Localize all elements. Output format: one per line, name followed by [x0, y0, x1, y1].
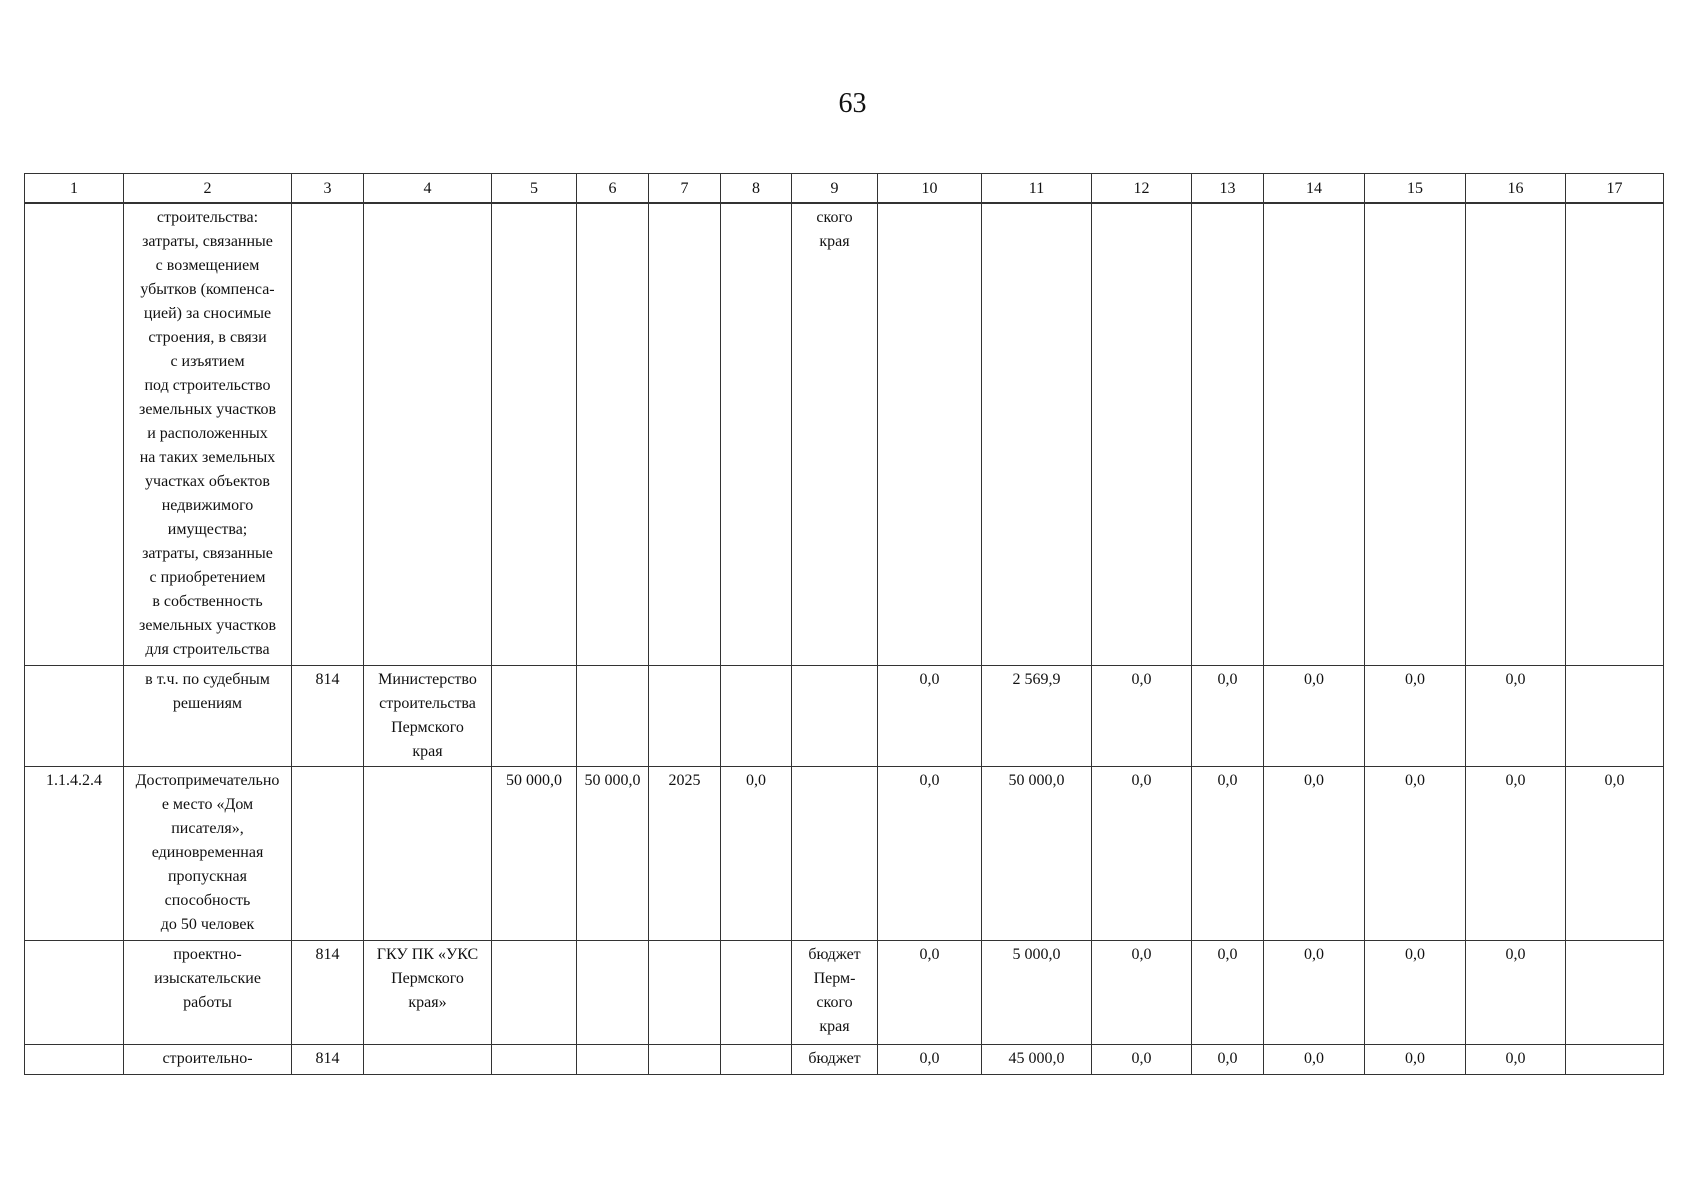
table-cell: в т.ч. по судебным решениям — [124, 666, 292, 767]
table-cell: 0,0 — [1264, 1045, 1365, 1075]
table-cell: 0,0 — [1264, 941, 1365, 1045]
table-cell — [577, 1045, 649, 1075]
column-header: 8 — [721, 174, 792, 204]
table-cell: 0,0 — [1092, 767, 1192, 941]
column-header: 5 — [492, 174, 577, 204]
table-cell: бюджет — [792, 1045, 878, 1075]
table-cell — [292, 203, 364, 666]
table-cell: 0,0 — [1192, 767, 1264, 941]
table-row — [25, 1045, 1664, 1075]
table-cell — [577, 203, 649, 666]
table-cell: 0,0 — [878, 666, 982, 767]
table-cell — [1566, 941, 1664, 1045]
table-cell: 0,0 — [878, 1045, 982, 1075]
table-cell: 1.1.4.2.4 — [25, 767, 124, 941]
table-cell — [792, 767, 878, 941]
table-cell — [721, 941, 792, 1045]
table-cell — [878, 203, 982, 666]
column-number-row — [25, 174, 1664, 204]
table-cell: 0,0 — [1466, 666, 1566, 767]
table-cell — [792, 666, 878, 767]
table-cell: 0,0 — [1566, 767, 1664, 941]
table-row — [25, 203, 1664, 666]
column-header: 9 — [792, 174, 878, 204]
table-cell: 50 000,0 — [577, 767, 649, 941]
table-cell — [364, 767, 492, 941]
table-cell — [721, 1045, 792, 1075]
table-cell — [649, 1045, 721, 1075]
table-cell — [1192, 203, 1264, 666]
table-row — [25, 666, 1664, 767]
column-header: 15 — [1365, 174, 1466, 204]
table-cell: 0,0 — [878, 767, 982, 941]
table-cell — [577, 666, 649, 767]
table-cell: 5 000,0 — [982, 941, 1092, 1045]
table-cell: бюджет Перм- ского края — [792, 941, 878, 1045]
table-cell: 0,0 — [721, 767, 792, 941]
table-cell — [492, 666, 577, 767]
table-cell: ГКУ ПК «УКС Пермского края» — [364, 941, 492, 1045]
table-cell: Министерство строительства Пермского края — [364, 666, 492, 767]
table-cell — [1566, 666, 1664, 767]
column-header: 14 — [1264, 174, 1365, 204]
table-cell — [982, 203, 1092, 666]
table-cell: 0,0 — [878, 941, 982, 1045]
table-cell: 2025 — [649, 767, 721, 941]
table-cell — [649, 941, 721, 1045]
table-cell: 0,0 — [1092, 941, 1192, 1045]
table-cell: 814 — [292, 666, 364, 767]
table-cell: 0,0 — [1264, 666, 1365, 767]
table-cell: 0,0 — [1192, 666, 1264, 767]
table-cell — [292, 767, 364, 941]
table-cell: строительства: затраты, связанные с возмещением убытков (компенса- цией) за сносимые строения, в связи с изъятием под строительство земельных участков и расположенных на таких земельных участках объектов недвижимого имущества; затраты, связанные с приобретением в собственность земельных участков для строительства — [124, 203, 292, 666]
column-header: 12 — [1092, 174, 1192, 204]
column-header: 7 — [649, 174, 721, 204]
table-cell — [25, 666, 124, 767]
table-cell — [649, 666, 721, 767]
table-cell — [492, 1045, 577, 1075]
table-cell: проектно- изыскательские работы — [124, 941, 292, 1045]
table-cell: 0,0 — [1365, 666, 1466, 767]
table-cell: 0,0 — [1092, 1045, 1192, 1075]
table-cell — [25, 203, 124, 666]
table-cell — [1092, 203, 1192, 666]
table-cell: 50 000,0 — [492, 767, 577, 941]
table-row — [25, 767, 1664, 941]
table-cell: ского края — [792, 203, 878, 666]
table-cell: 50 000,0 — [982, 767, 1092, 941]
table-cell: 0,0 — [1365, 1045, 1466, 1075]
table-cell: 0,0 — [1466, 1045, 1566, 1075]
table-cell: Достопримечательно е место «Дом писателя», единовременная пропускная способность до 50 человек — [124, 767, 292, 941]
column-header: 6 — [577, 174, 649, 204]
page-number: 63 — [838, 88, 867, 119]
table-cell — [577, 941, 649, 1045]
table-cell — [721, 666, 792, 767]
table-cell: 0,0 — [1365, 767, 1466, 941]
table-cell — [649, 203, 721, 666]
budget-table — [24, 173, 1664, 1075]
table-cell: 0,0 — [1192, 1045, 1264, 1075]
table-cell: 814 — [292, 1045, 364, 1075]
table-cell: 0,0 — [1192, 941, 1264, 1045]
table-cell — [492, 941, 577, 1045]
table-cell — [1466, 203, 1566, 666]
column-header: 4 — [364, 174, 492, 204]
table-cell — [1365, 203, 1466, 666]
table-cell — [1566, 203, 1664, 666]
table-cell — [1566, 1045, 1664, 1075]
table-cell — [364, 203, 492, 666]
table-row — [25, 941, 1664, 1045]
table-cell — [25, 941, 124, 1045]
column-header: 16 — [1466, 174, 1566, 204]
column-header: 17 — [1566, 174, 1664, 204]
table-cell: 0,0 — [1264, 767, 1365, 941]
table-cell: 0,0 — [1365, 941, 1466, 1045]
column-header: 1 — [25, 174, 124, 204]
table-cell: 2 569,9 — [982, 666, 1092, 767]
column-header: 10 — [878, 174, 982, 204]
table-cell — [364, 1045, 492, 1075]
table-cell — [1264, 203, 1365, 666]
table-cell: 45 000,0 — [982, 1045, 1092, 1075]
table-cell — [492, 203, 577, 666]
table-cell: 0,0 — [1466, 767, 1566, 941]
column-header: 11 — [982, 174, 1092, 204]
column-header: 3 — [292, 174, 364, 204]
table-cell: 0,0 — [1092, 666, 1192, 767]
table-cell — [25, 1045, 124, 1075]
column-header: 13 — [1192, 174, 1264, 204]
table-cell: 814 — [292, 941, 364, 1045]
table-cell: строительно- — [124, 1045, 292, 1075]
table-cell — [721, 203, 792, 666]
table-cell: 0,0 — [1466, 941, 1566, 1045]
column-header: 2 — [124, 174, 292, 204]
